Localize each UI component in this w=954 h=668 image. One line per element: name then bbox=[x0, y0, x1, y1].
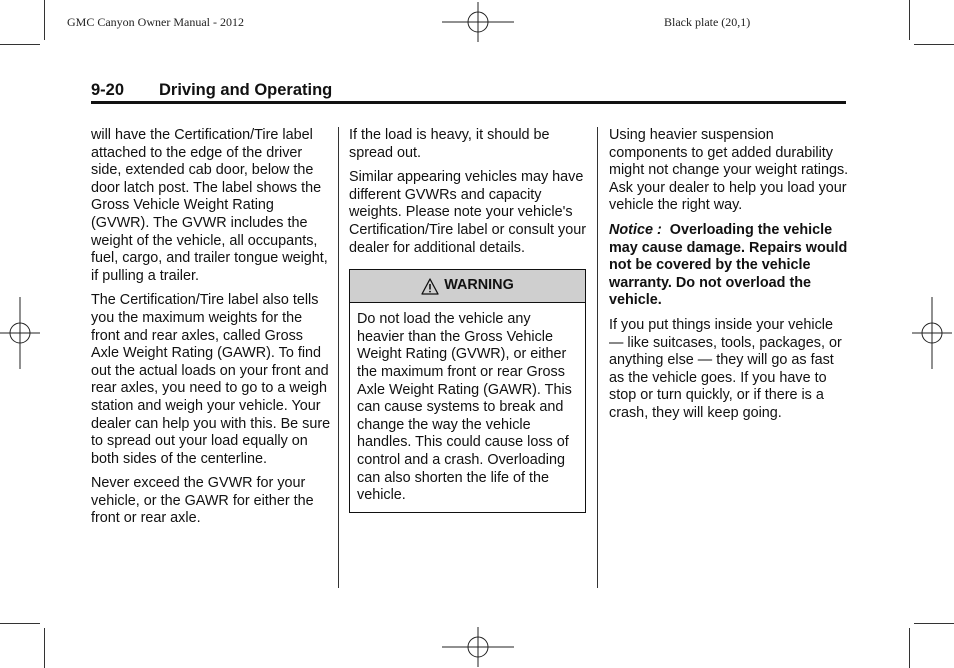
column-divider bbox=[597, 127, 598, 588]
crop-mark bbox=[44, 0, 45, 40]
warning-header bbox=[350, 270, 585, 303]
page-number: 9-20 bbox=[91, 81, 125, 99]
registration-mark-icon bbox=[912, 297, 952, 369]
page-header bbox=[91, 81, 846, 101]
crop-mark bbox=[0, 44, 40, 45]
paragraph: Similar appearing vehicles may have different GVWRs and capacity weights. Please note your vehicle's Certification/Tire label or consult your dealer for additional details. bbox=[349, 169, 587, 256]
crop-mark bbox=[914, 44, 954, 45]
print-slug-right: Black plate (20,1) bbox=[664, 15, 751, 29]
notice-paragraph bbox=[609, 222, 849, 310]
paragraph: If the load is heavy, it should be spread out. bbox=[349, 127, 550, 161]
paragraph: will have the Certification/Tire label attached to the edge of the driver side, extended cab door, below the door latch post. The label shows the Gross Vehicle Weight Rating (GVWR). The GVWR includes the weight of the vehicle, all occupants, fuel, cargo, and trailer tongue weight, if pulling a trailer. bbox=[91, 127, 328, 284]
crop-mark bbox=[44, 628, 45, 668]
crop-mark bbox=[914, 623, 954, 624]
crop-mark bbox=[909, 0, 910, 40]
registration-mark-icon bbox=[442, 2, 514, 42]
print-slug-left: GMC Canyon Owner Manual - 2012 bbox=[67, 15, 244, 29]
crop-mark bbox=[909, 628, 910, 668]
paragraph: If you put things inside your vehicle — like suitcases, tools, packages, or anything else — they will go as fast as the vehicle goes. If you have to stop or turn quickly, or if there is a crash, they will keep going. bbox=[609, 316, 842, 421]
warning-triangle-icon bbox=[421, 278, 439, 295]
notice-label: Notice : bbox=[609, 221, 662, 238]
registration-mark-icon bbox=[442, 627, 514, 667]
text-column-2 bbox=[349, 127, 589, 513]
text-column-1 bbox=[91, 127, 331, 535]
column-divider bbox=[338, 127, 339, 588]
paragraph: Using heavier suspension components to get added durability might not change your weight ratings. Ask your dealer to help you load your vehicle the right way. bbox=[609, 127, 849, 214]
text-column-3 bbox=[609, 127, 849, 430]
section-title: Driving and Operating bbox=[159, 81, 333, 99]
paragraph: The Certification/Tire label also tells you the maximum weights for the front and rear axles, called Gross Axle Weight Rating (GAWR). To find out the actual loads on your front and rear axles, you need to go to a weigh station and weigh your vehicle. Your dealer can help you with this. Be sure to spread out your load equally on both sides of the centerline. bbox=[91, 292, 331, 467]
warning-body: Do not load the vehicle any heavier than the Gross Vehicle Weight Rating (GVWR), or either the maximum front or rear Gross Axle Weight Rating (GAWR). This can cause systems to break and change the way the vehicle handles. This could cause loss of control and a crash. Overloading can also shorten the life of the vehicle. bbox=[357, 311, 572, 504]
paragraph: Never exceed the GVWR for your vehicle, or the GAWR for either the front or rear axle. bbox=[91, 475, 314, 527]
header-rule bbox=[91, 101, 846, 104]
warning-title: WARNING bbox=[444, 277, 514, 294]
warning-box bbox=[349, 269, 586, 513]
notice-text: Overloading the vehicle may cause damage. Repairs would not be covered by the vehicle warranty. Do not overload the vehicle. bbox=[609, 221, 848, 309]
registration-mark-icon bbox=[0, 297, 40, 369]
crop-mark bbox=[0, 623, 40, 624]
